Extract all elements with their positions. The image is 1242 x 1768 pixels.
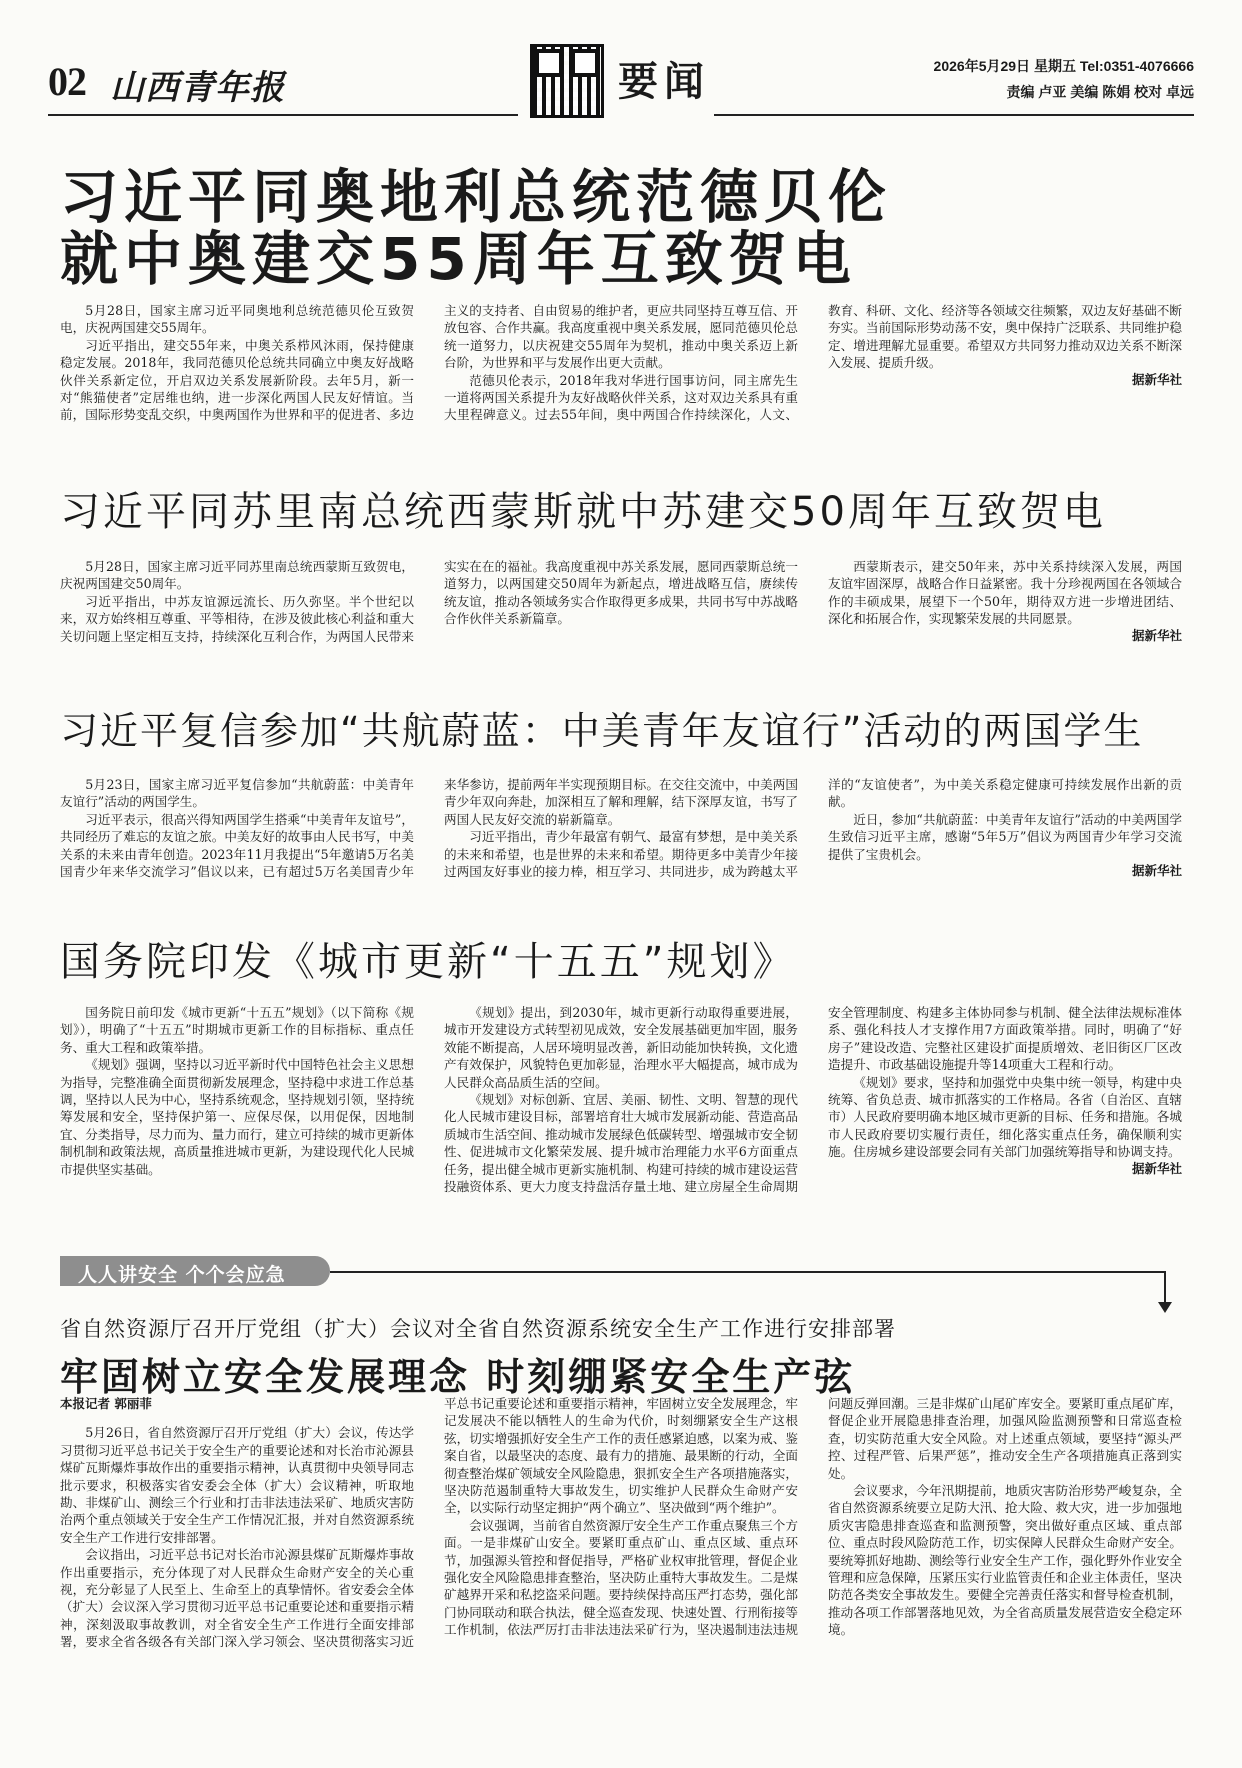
editors-line: 责编 卢亚 美编 陈娟 校对 卓远	[1006, 84, 1194, 100]
article-1-headline-line-1: 习近平同奥地利总统范德贝伦	[60, 163, 893, 231]
masthead-rule-right	[714, 114, 1194, 116]
article-source: 据新华社	[1131, 372, 1182, 387]
paragraph: 《规划》提出，到2030年，城市更新行动取得重要进展，城市开发建设方式转型初见成效，安全发展基础更加牢固，服务效能不断提高，人居环境明显改善，新旧动能加快转换，文化遗产有效保护，风貌特色更加彰显，治理水平大幅提高，城市成为人民群众高品质生活的空间。	[444, 1005, 798, 1090]
paragraph: 习近平指出，中苏友谊源远流长、历久弥坚。半个世纪以来，双方始终相互尊重、平等相待，在涉及彼此核心利益和重大关切问题上坚定相互支持，持续深化互利合作，为两国人民带来实实在在的福祉。我高度重视中苏关系发展，愿同西蒙斯总统一道努力，以两国建交50周年为新起点，增进战略互信，赓续传统友谊，推动各领域务实合作取得更多成果，共同书写中苏战略合作伙伴关系新篇章。	[60, 559, 798, 644]
qr-code-icon	[530, 44, 604, 118]
paragraph: 范德贝伦表示，2018年我对华进行国事访问，同主席先生一道将两国关系提升为友好战略伙伴关系，这对双边关系具有重大里程碑意义。过去55年间，奥中两国合作持续深化，人文、教育、科研、文化、经济等各领域交往频繁，双边友好基础不断夯实。当前国际形势动荡不安，奥中保持广泛联系、共同维护稳定、增进理解尤显重要。希望双方共同努力推动双边关系不断深入发展、提质升级。	[444, 303, 1182, 423]
paragraph: 5月28日，国家主席习近平同苏里南总统西蒙斯互致贺电，庆祝两国建交50周年。	[60, 559, 414, 592]
article-2-headline: 习近平同苏里南总统西蒙斯就中苏建交50周年互致贺电	[60, 489, 1106, 535]
byline: 本报记者 郭丽菲	[60, 1396, 152, 1411]
paragraph: 5月23日，国家主席习近平复信参加“共航蔚蓝：中美青年友谊行”活动的两国学生。	[60, 777, 414, 810]
arrow-down-icon	[1158, 1302, 1172, 1313]
paragraph: 会议要求，今年汛期提前，地质灾害防治形势严峻复杂，全省自然资源系统要立足防大汛、抢大险、救大灾，进一步加强地质灾害隐患排查巡查和监测预警，突出做好重点区域、重点部位、重点时段风险防范工作，切实保障人民群众生命财产安全。要统筹抓好地勘、测绘等行业安全生产工作，强化野外作业安全管理和应急保障，压紧压实行业监管责任和企业主体责任，坚决防范各类安全事故发生。要健全完善责任落实和督导检查机制，推动各项工作部署落地见效，为全省高质量发展营造安全稳定环境。	[828, 1483, 1182, 1638]
paragraph: 会议指出，习近平总书记对长治市沁源县煤矿瓦斯爆炸事故作出重要指示，充分体现了对人民群众生命财产安全的关心重视，充分彰显了人民至上、生命至上的真挚情怀。省安委会全体（扩大）会议深入学习贯彻习近平总书记重要论述和重要指示精神，深刻汲取事故教训，对全省安全生产工作进行全面安排部署，要求全省各级各有关部门深入学习领会、坚决贯彻落实习近平总书记重要论述和重要指示精神，牢固树立安全发展理念，牢记发展决不能以牺牲人的生命为代价，时刻绷紧安全生产这根弦，切实增强抓好安全生产工作的责任感紧迫感，以案为戒、鉴案自省，以最坚决的态度、最有力的措施、最果断的行动，全面彻查整治煤矿领域安全风险隐患，狠抓安全生产各项措施落实，坚决防范遏制重特大事故发生，切实维护人民群众生命财产安全，以实际行动坚定拥护“两个确立”、坚决做到“两个维护”。	[60, 1396, 798, 1650]
date-line: 2026年5月29日 星期五 Tel:0351-4076666	[933, 58, 1194, 74]
page-number: 02	[48, 59, 86, 104]
paragraph: 西蒙斯表示，建交50年来，苏中关系持续深入发展，两国友谊牢固深厚，战略合作日益紧密。我十分珍视两国在各领域合作的丰硕成果，展望下一个50年，期待双方进一步增进团结、深化和拓展合作，实现繁荣发展的共同愿景。	[828, 559, 1182, 627]
paragraph: 习近平指出，青少年最富有朝气、最富有梦想，是中美关系的未来和希望，也是世界的未来和希望。期待更多中美青少年接过两国友好事业的接力棒，相互学习、共同进步，成为跨越太平洋的“友谊使者”，为中美关系稳定健康可持续发展作出新的贡献。	[444, 777, 1182, 880]
masthead	[48, 40, 1194, 120]
article-3-headline: 习近平复信参加“共航蔚蓝：中美青年友谊行”活动的两国学生	[60, 709, 1144, 753]
paragraph: 习近平表示，很高兴得知两国学生搭乘“中美青年友谊号”，共同经历了难忘的友谊之旅。中美友好的故事由人民书写，中美关系的未来由青年创造。2023年11月我提出“5年邀请5万名美国青少年来华交流学习”倡议以来，已有超过5万名美国青少年来华参访，提前两年半实现预期目标。在交往交流中，中美两国青少年双向奔赴，加深相互了解和理解，结下深厚友谊，书写了两国人民友好交流的崭新篇章。	[60, 777, 798, 880]
banner-rule-drop	[1164, 1271, 1166, 1305]
article-source: 据新华社	[1131, 864, 1182, 879]
paragraph: 习近平指出，建交55年来，中奥关系栉风沐雨，保持健康稳定发展。2018年，我同范德贝伦总统共同确立中奥友好战略伙伴关系新定位，开启双边关系发展新阶段。去年5月，新一对“熊猫使者”定居维也纳，进一步深化两国人民友好情谊。当前，国际形势变乱交织，中奥两国作为世界和平的促进者、多边主义的支持者、自由贸易的维护者，更应共同坚持互尊互信、开放包容、合作共赢。我高度重视中奥关系发展，愿同范德贝伦总统一道努力，以庆祝建交55周年为契机，推动中奥关系迈上新台阶，为世界和平与发展作出更大贡献。	[60, 303, 798, 423]
paragraph: 5月26日，省自然资源厅召开厅党组（扩大）会议，传达学习贯彻习近平总书记关于安全生产的重要论述和对长治市沁源县煤矿瓦斯爆炸事故作出的重要指示精神，认真贯彻中央领导同志批示要求，积极落实省安委会全体（扩大）会议精神，听取地勘、非煤矿山、测绘三个行业和打击非法违法采矿、地质灾害防治两个重点领域关于安全生产工作情况汇报，并对自然资源系统安全生产工作进行安排部署。	[60, 1425, 414, 1545]
newspaper-logo: 山西青年报	[110, 68, 285, 108]
article-4-headline: 国务院印发《城市更新“十五五”规划》	[60, 939, 796, 985]
paragraph: 近日，参加“共航蔚蓝：中美青年友谊行”活动的中美两国学生致信习近平主席，感谢“5年5万”倡议为两国青少年学习交流提供了宝贵机会。	[828, 811, 1182, 862]
article-4-body	[60, 1004, 1182, 1195]
article-5-kicker: 省自然资源厅召开厅党组（扩大）会议对全省自然资源系统安全生产工作进行安排部署	[60, 1317, 896, 1341]
article-source: 据新华社	[1131, 628, 1182, 643]
column-banner-title: 人人讲安全 个个会应急	[78, 1264, 286, 1286]
article-2-body	[60, 558, 1182, 645]
paragraph: 会议强调，当前省自然资源厅安全生产工作重点聚焦三个方面。一是非煤矿山安全。要紧盯重点矿山、重点区域、重点环节，加强源头管控和督促指导，严格矿业权审批管理，督促企业强化安全风险隐患排查整治，坚决防止重特大事故发生。二是煤矿越界开采和私挖盗采问题。要持续保持高压严打态势，强化部门协同联动和联合执法，健全巡查发现、快速处置、行刑衔接等工作机制，依法严厉打击非法违法采矿行为，坚决遏制违法违规问题反弹回潮。三是非煤矿山尾矿库安全。要紧盯重点尾矿库，督促企业开展隐患排查治理，加强风险监测预警和日常巡查检查，切实防范重大安全风险。对上述重点领域，要坚持“源头严控、过程严管、后果严惩”，推动安全生产各项措施真正落到实处。	[444, 1396, 1182, 1638]
article-1-headline-line-2: 就中奥建交55周年互致贺电	[60, 225, 857, 293]
paragraph: 《规划》要求，坚持和加强党中央集中统一领导，构建中央统筹、省负总责、城市抓落实的工作格局。各省（自治区、直辖市）人民政府要明确本地区城市更新的目标、任务和措施。各城市人民政府要切实履行责任，细化落实重点任务，确保顺利实施。住房城乡建设部要会同有关部门加强统筹指导和协调支持。	[828, 1074, 1182, 1160]
masthead-rule-left	[48, 114, 518, 116]
article-1-body	[60, 302, 1182, 424]
article-3-body	[60, 776, 1182, 880]
paragraph: 5月28日，国家主席习近平同奥地利总统范德贝伦互致贺电，庆祝两国建交55周年。	[60, 303, 414, 336]
paragraph: 国务院日前印发《城市更新“十五五”规划》（以下简称《规划》），明确了“十五五”时期城市更新工作的目标指标、重点任务、重大工程和政策举措。	[60, 1005, 414, 1055]
article-5-body	[60, 1395, 1182, 1651]
paragraph: 《规划》对标创新、宜居、美丽、韧性、文明、智慧的现代化人民城市建设目标，部署培育壮大城市发展新动能、营造高品质城市生活空间、推动城市发展绿色低碳转型、增强城市安全韧性、促进城市文化繁荣发展、提升城市治理能力水平6方面重点任务，提出健全城市更新实施机制、构建可持续的城市建设运营投融资体系、更大力度支持盘活存量土地、建立房屋全生命周期安全管理制度、构建多主体协同参与机制、健全法律法规标准体系、强化科技人才支撑作用7方面政策举措。同时，明确了“好房子”建设改造、完整社区建设扩面提质增效、老旧街区厂区改造提升、市政基础设施提升等14项重大工程和行动。	[444, 1005, 1182, 1195]
article-5-headline: 牢固树立安全发展理念 时刻绷紧安全生产弦	[60, 1355, 856, 1399]
banner-rule	[330, 1271, 1166, 1273]
paragraph: 《规划》强调，坚持以习近平新时代中国特色社会主义思想为指导，完整准确全面贯彻新发展理念，坚持稳中求进工作总基调，坚持以人民为中心，坚持系统观念，坚持规划引领，坚持统筹发展和安全，坚持保护第一、应保尽保，以用促保，因地制宜、分类指导，尽力而为、量力而行，建立可持续的城市更新体制机制和政策法规，高质量推进城市更新，为建设现代化人民城市提供坚实基础。	[60, 1057, 414, 1177]
article-source: 据新华社	[1131, 1161, 1182, 1176]
section-name: 要闻	[618, 58, 710, 105]
